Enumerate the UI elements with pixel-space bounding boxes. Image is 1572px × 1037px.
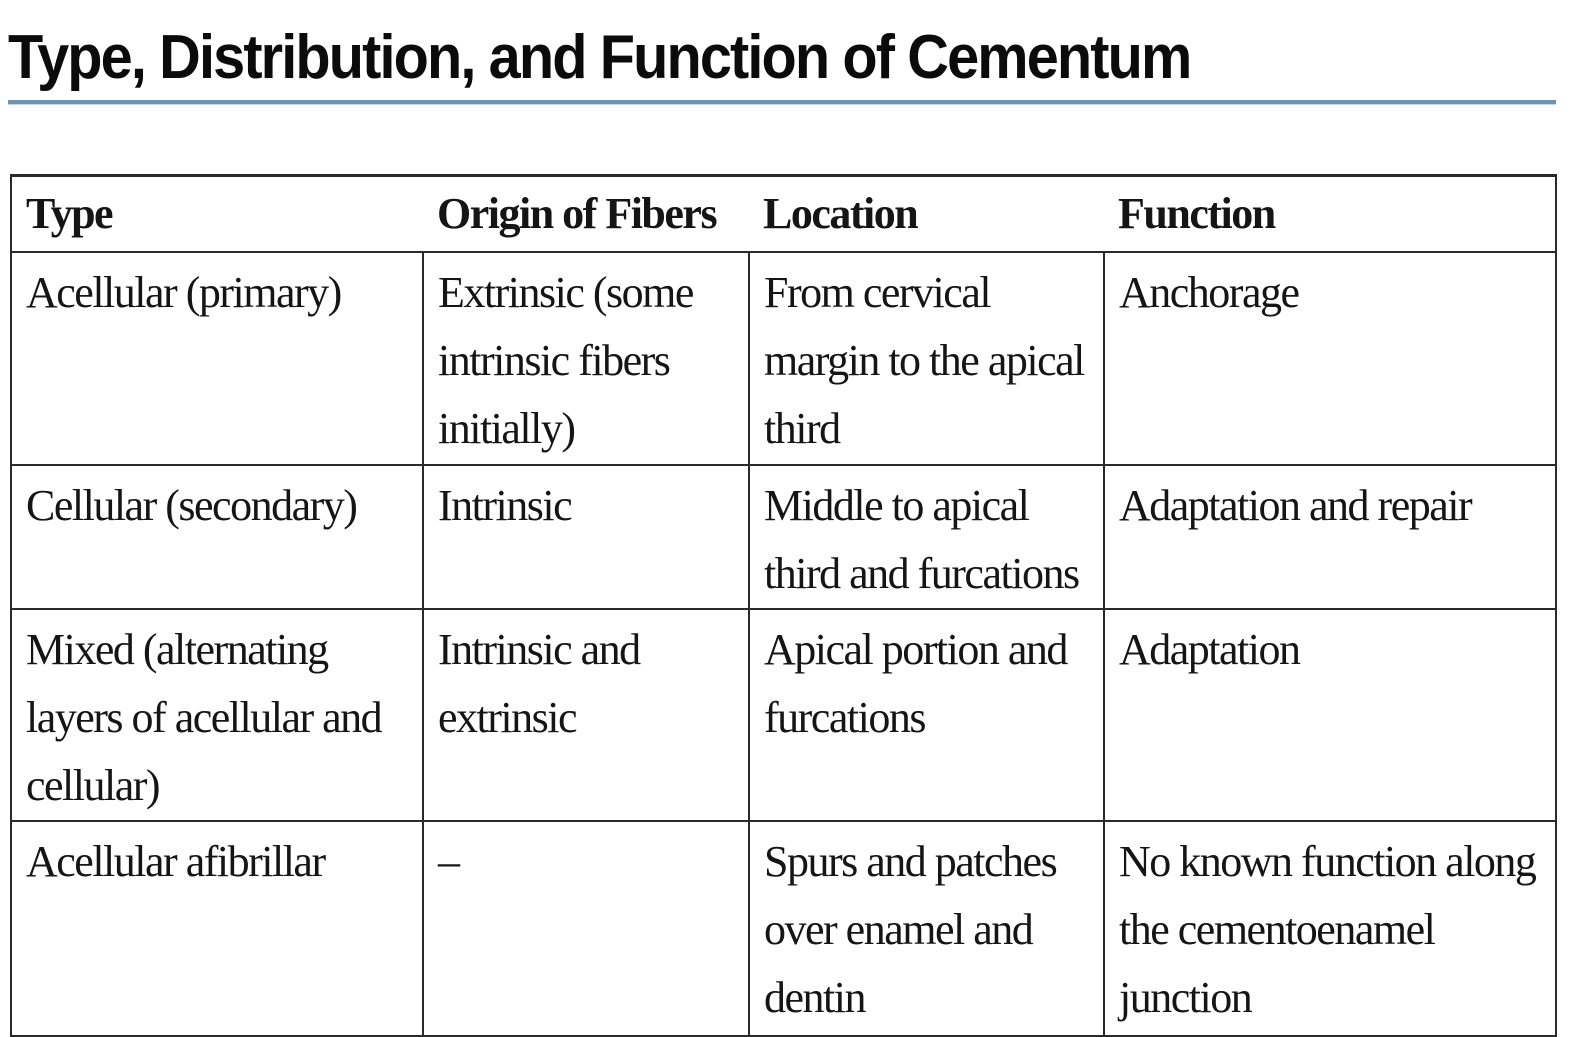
header-function: Function <box>1104 176 1556 253</box>
cell-origin: Intrinsic <box>423 465 749 609</box>
table-header-row <box>11 176 1556 253</box>
header-type: Type <box>11 176 423 253</box>
cell-type: Cellular (secondary) <box>11 465 423 609</box>
cell-origin: Intrinsic and extrinsic <box>423 609 749 821</box>
table-row <box>11 821 1556 1036</box>
cell-origin: Extrinsic (some intrinsic fibers initially) <box>423 252 749 465</box>
cell-type: Acellular afibrillar <box>11 821 423 1036</box>
cell-location: From cervical margin to the apical third <box>749 252 1104 465</box>
cell-location: Spurs and patches over enamel and dentin <box>749 821 1104 1036</box>
page-title: Type, Distribution, and Function of Cementum <box>8 23 1191 92</box>
table-row <box>11 465 1556 609</box>
cell-origin: – <box>423 821 749 1036</box>
cell-function: Adaptation and repair <box>1104 465 1556 609</box>
cell-function: No known function along the cementoenamel junction <box>1104 821 1556 1036</box>
table-row <box>11 252 1556 465</box>
cell-type: Mixed (alternating layers of acellular and cellular) <box>11 609 423 821</box>
table-row <box>11 609 1556 821</box>
header-origin-of-fibers: Origin of Fibers <box>423 176 749 253</box>
cell-function: Adaptation <box>1104 609 1556 821</box>
cell-location: Middle to apical third and furcations <box>749 465 1104 609</box>
cementum-table <box>10 174 1557 1037</box>
title-underline <box>8 100 1556 105</box>
cell-function: Anchorage <box>1104 252 1556 465</box>
cell-type: Acellular (primary) <box>11 252 423 465</box>
header-location: Location <box>749 176 1104 253</box>
cell-location: Apical portion and furcations <box>749 609 1104 821</box>
